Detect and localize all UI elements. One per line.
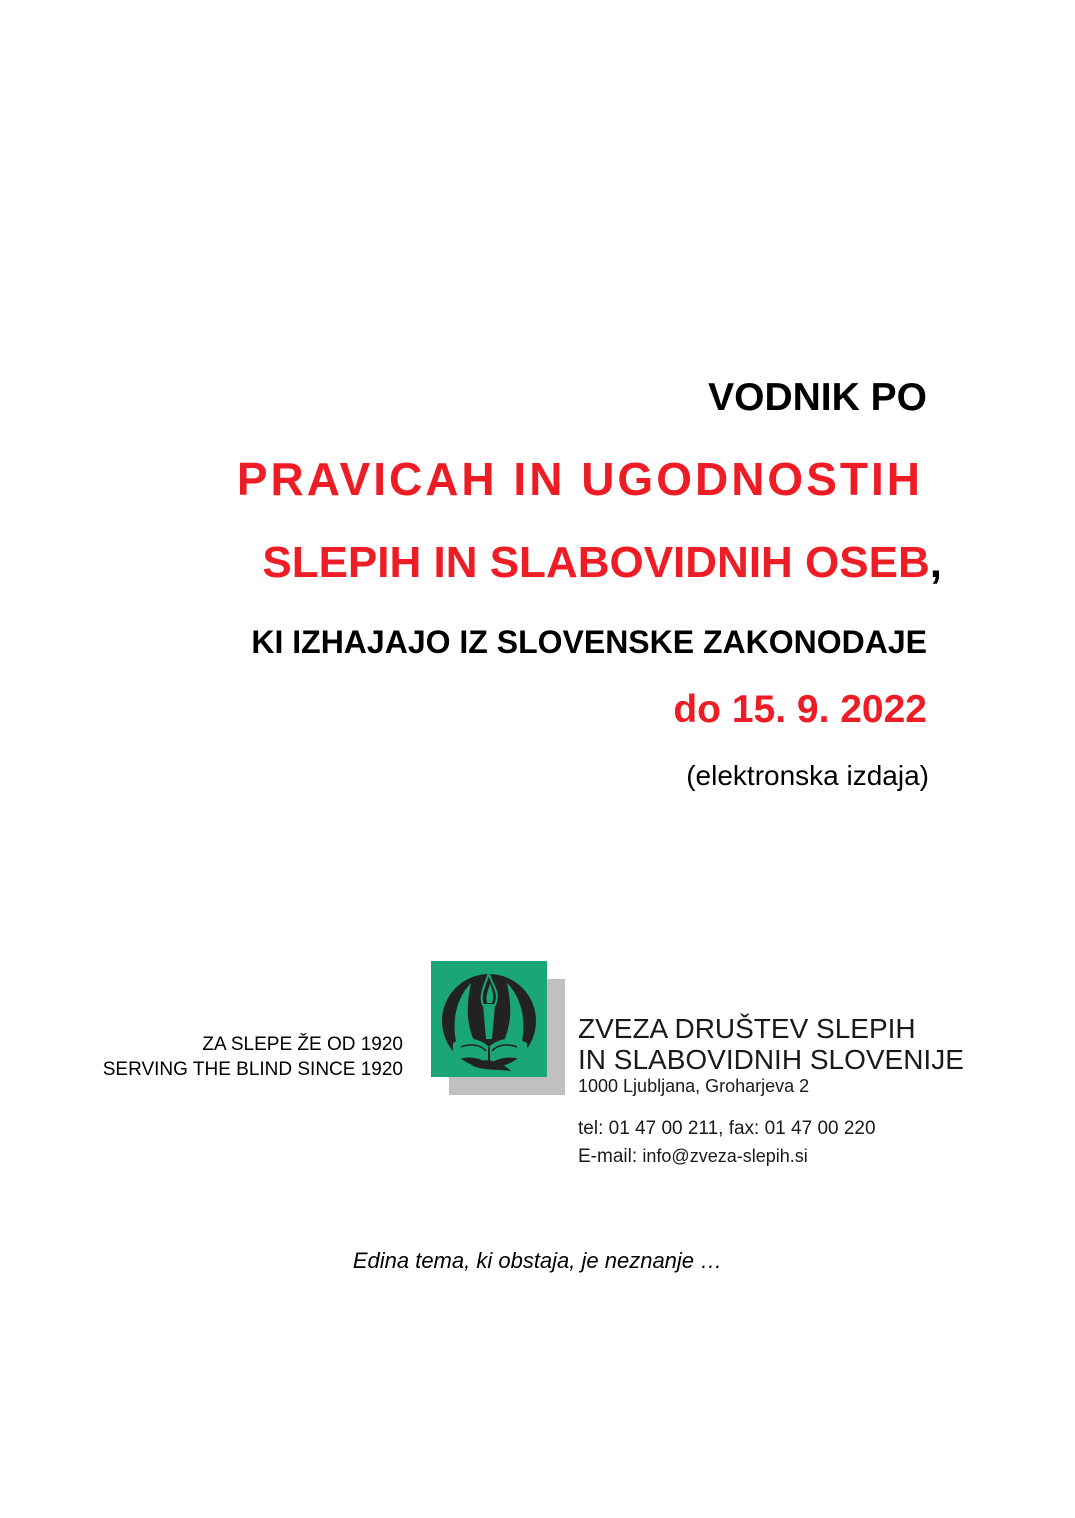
email-link[interactable]: info@zveza-slepih.si bbox=[642, 1146, 808, 1166]
title-line-1: VODNIK PO bbox=[708, 376, 927, 419]
edition-date: do 15. 9. 2022 bbox=[673, 688, 927, 731]
organization-name-line-1: ZVEZA DRUŠTEV SLEPIH bbox=[578, 1013, 916, 1044]
email-label: E-mail: bbox=[578, 1146, 643, 1167]
organization-address: 1000 Ljubljana, Groharjeva 2 bbox=[578, 1076, 810, 1096]
organization-phone-fax: tel: 01 47 00 211, fax: 01 47 00 220 bbox=[578, 1118, 876, 1139]
tagline-slovene: ZA SLEPE ŽE OD 1920 bbox=[202, 1034, 403, 1055]
title-line-2: PRAVICAH IN UGODNOSTIH bbox=[236, 453, 923, 505]
edition-type: (elektronska izdaja) bbox=[686, 760, 929, 791]
title-line-4: KI IZHAJAJO IZ SLOVENSKE ZAKONODAJE bbox=[251, 624, 927, 660]
tagline-english: SERVING THE BLIND SINCE 1920 bbox=[102, 1059, 403, 1080]
torch-book-emblem-icon bbox=[431, 961, 567, 1097]
organization-logo bbox=[431, 961, 567, 1097]
organization-email-row bbox=[578, 1146, 808, 1168]
organization-name-line-2: IN SLABOVIDNIH SLOVENIJE bbox=[578, 1044, 964, 1075]
title-line-3-comma: , bbox=[929, 538, 942, 587]
motto: Edina tema, ki obstaja, je neznanje … bbox=[352, 1248, 723, 1273]
title-line-3 bbox=[262, 538, 942, 588]
title-line-3-text: SLEPIH IN SLABOVIDNIH OSEB bbox=[262, 538, 930, 587]
